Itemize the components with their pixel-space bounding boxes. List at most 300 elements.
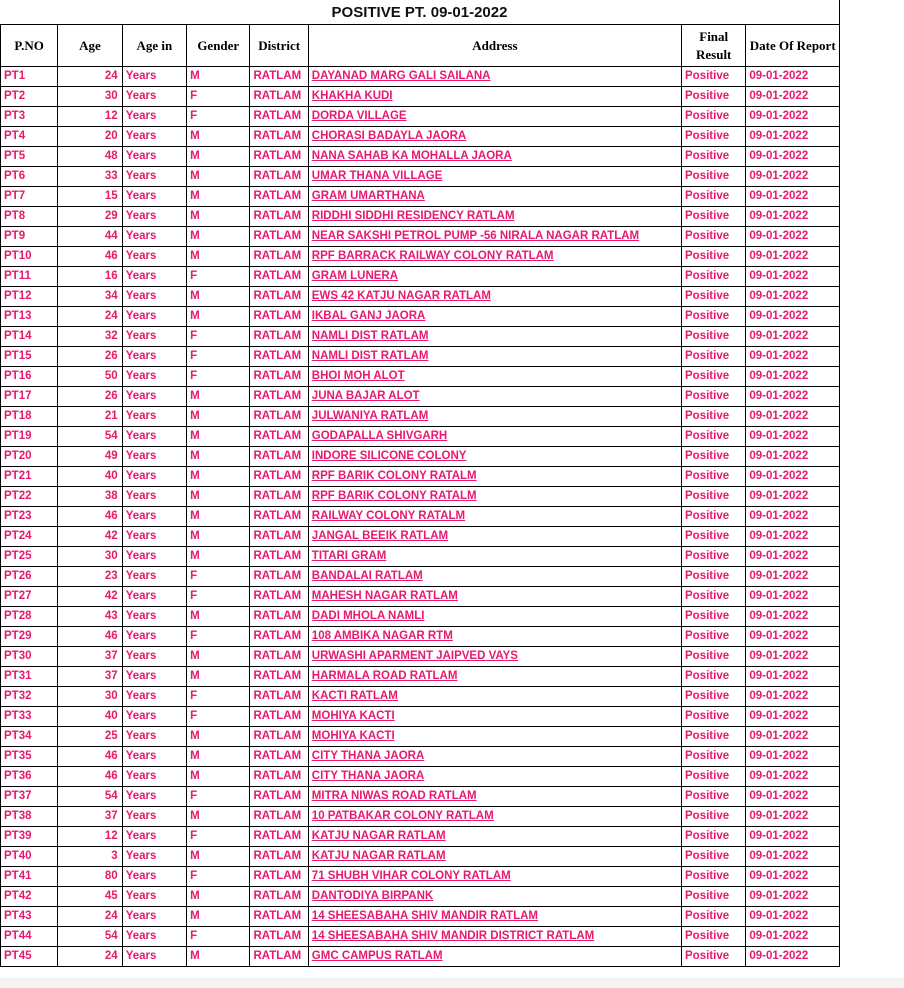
cell-age-unit: Years [122,327,186,347]
cell-address [308,527,681,547]
cell-address [308,727,681,747]
cell-final-result: Positive [682,907,746,927]
cell-district: RATLAM [250,567,308,587]
cell-age: 50 [58,367,122,387]
address-text: CITY THANA JAORA [311,750,425,762]
header-age-in: Age in [122,25,186,67]
cell-pno: PT28 [1,607,58,627]
cell-age-unit: Years [122,927,186,947]
cell-pno: PT26 [1,567,58,587]
cell-pno: PT1 [1,67,58,87]
cell-district: RATLAM [250,667,308,687]
cell-date-of-report: 09-01-2022 [746,67,840,87]
cell-district: RATLAM [250,127,308,147]
cell-final-result: Positive [682,307,746,327]
cell-date-of-report: 09-01-2022 [746,647,840,667]
address-text: INDORE SILICONE COLONY [311,450,467,462]
cell-district: RATLAM [250,347,308,367]
cell-pno: PT23 [1,507,58,527]
table-row [1,127,840,147]
cell-district: RATLAM [250,147,308,167]
header-address: Address [308,25,681,67]
cell-address [308,147,681,167]
table-row [1,407,840,427]
cell-final-result: Positive [682,107,746,127]
cell-district: RATLAM [250,947,308,967]
cell-age-unit: Years [122,847,186,867]
cell-age: 49 [58,447,122,467]
header-date-of-report: Date Of Report [746,25,840,67]
cell-address [308,827,681,847]
cell-gender: F [187,327,250,347]
table-row [1,847,840,867]
cell-gender: M [187,247,250,267]
cell-gender: M [187,307,250,327]
header-gender: Gender [187,25,250,67]
cell-pno: PT42 [1,887,58,907]
cell-district: RATLAM [250,907,308,927]
cell-gender: F [187,787,250,807]
cell-final-result: Positive [682,807,746,827]
cell-pno: PT9 [1,227,58,247]
table-row [1,147,840,167]
table-row [1,867,840,887]
cell-gender: M [187,147,250,167]
cell-date-of-report: 09-01-2022 [746,307,840,327]
cell-pno: PT2 [1,87,58,107]
cell-address [308,607,681,627]
cell-age: 23 [58,567,122,587]
cell-date-of-report: 09-01-2022 [746,187,840,207]
address-text: KHAKHA KUDI [311,90,393,102]
table-row [1,427,840,447]
cell-age-unit: Years [122,127,186,147]
cell-district: RATLAM [250,767,308,787]
table-row [1,827,840,847]
cell-gender: F [187,707,250,727]
table-row [1,907,840,927]
cell-gender: M [187,167,250,187]
cell-final-result: Positive [682,727,746,747]
address-text: TITARI GRAM [311,550,387,562]
cell-district: RATLAM [250,747,308,767]
cell-date-of-report: 09-01-2022 [746,607,840,627]
cell-age: 30 [58,547,122,567]
cell-date-of-report: 09-01-2022 [746,747,840,767]
cell-date-of-report: 09-01-2022 [746,547,840,567]
cell-final-result: Positive [682,507,746,527]
cell-gender: F [187,567,250,587]
cell-final-result: Positive [682,267,746,287]
cell-date-of-report: 09-01-2022 [746,447,840,467]
address-text: KACTI RATLAM [311,690,398,702]
cell-age-unit: Years [122,107,186,127]
cell-age-unit: Years [122,647,186,667]
cell-pno: PT32 [1,687,58,707]
cell-age-unit: Years [122,387,186,407]
cell-district: RATLAM [250,887,308,907]
cell-address [308,647,681,667]
cell-final-result: Positive [682,607,746,627]
cell-age: 3 [58,847,122,867]
table-row [1,487,840,507]
cell-district: RATLAM [250,927,308,947]
cell-final-result: Positive [682,587,746,607]
cell-pno: PT40 [1,847,58,867]
cell-address [308,227,681,247]
cell-gender: M [187,907,250,927]
table-row [1,87,840,107]
cell-gender: M [187,487,250,507]
cell-age-unit: Years [122,367,186,387]
cell-district: RATLAM [250,527,308,547]
cell-age: 30 [58,687,122,707]
cell-age: 26 [58,347,122,367]
address-text: 71 SHUBH VIHAR COLONY RATLAM [311,870,511,882]
address-text: GRAM LUNERA [311,270,399,282]
cell-age-unit: Years [122,887,186,907]
cell-address [308,787,681,807]
cell-address [308,247,681,267]
cell-age: 12 [58,827,122,847]
cell-gender: M [187,767,250,787]
cell-gender: M [187,387,250,407]
cell-address [308,667,681,687]
cell-age-unit: Years [122,167,186,187]
table-row [1,507,840,527]
cell-final-result: Positive [682,707,746,727]
address-text: DAYANAD MARG GALI SAILANA [311,70,491,82]
cell-final-result: Positive [682,207,746,227]
cell-final-result: Positive [682,247,746,267]
address-text: 14 SHEESABAHA SHIV MANDIR DISTRICT RATLAM [311,930,595,942]
cell-final-result: Positive [682,827,746,847]
address-text: 14 SHEESABAHA SHIV MANDIR RATLAM [311,910,538,922]
cell-district: RATLAM [250,867,308,887]
table-row [1,267,840,287]
cell-gender: M [187,747,250,767]
cell-date-of-report: 09-01-2022 [746,527,840,547]
cell-age-unit: Years [122,627,186,647]
cell-gender: M [187,287,250,307]
cell-final-result: Positive [682,187,746,207]
cell-age-unit: Years [122,567,186,587]
cell-age: 80 [58,867,122,887]
table-body [1,67,840,967]
cell-age-unit: Years [122,707,186,727]
table-row [1,727,840,747]
cell-age-unit: Years [122,247,186,267]
positive-cases-table [0,24,840,967]
cell-address [308,947,681,967]
cell-age: 42 [58,527,122,547]
cell-age: 45 [58,887,122,907]
cell-address [308,67,681,87]
cell-district: RATLAM [250,687,308,707]
cell-age-unit: Years [122,407,186,427]
table-row [1,247,840,267]
cell-age: 20 [58,127,122,147]
cell-age: 46 [58,627,122,647]
cell-pno: PT29 [1,627,58,647]
cell-final-result: Positive [682,647,746,667]
cell-age-unit: Years [122,527,186,547]
cell-age-unit: Years [122,667,186,687]
cell-date-of-report: 09-01-2022 [746,767,840,787]
address-text: NAMLI DIST RATLAM [311,350,429,362]
table-row [1,367,840,387]
cell-pno: PT16 [1,367,58,387]
table-row [1,587,840,607]
cell-pno: PT43 [1,907,58,927]
cell-address [308,547,681,567]
cell-age: 54 [58,787,122,807]
cell-pno: PT20 [1,447,58,467]
cell-pno: PT17 [1,387,58,407]
address-text: CITY THANA JAORA [311,770,425,782]
cell-age-unit: Years [122,907,186,927]
cell-final-result: Positive [682,147,746,167]
cell-gender: F [187,267,250,287]
cell-age: 33 [58,167,122,187]
cell-date-of-report: 09-01-2022 [746,667,840,687]
address-text: NAMLI DIST RATLAM [311,330,429,342]
cell-district: RATLAM [250,207,308,227]
cell-age: 37 [58,667,122,687]
cell-date-of-report: 09-01-2022 [746,127,840,147]
cell-age: 26 [58,387,122,407]
cell-pno: PT18 [1,407,58,427]
cell-final-result: Positive [682,87,746,107]
address-text: 10 PATBAKAR COLONY RATLAM [311,810,494,822]
cell-gender: M [187,947,250,967]
address-text: BHOI MOH ALOT [311,370,405,382]
cell-address [308,747,681,767]
cell-date-of-report: 09-01-2022 [746,287,840,307]
cell-age-unit: Years [122,287,186,307]
cell-age-unit: Years [122,767,186,787]
cell-address [308,327,681,347]
cell-date-of-report: 09-01-2022 [746,87,840,107]
cell-address [308,307,681,327]
cell-final-result: Positive [682,407,746,427]
cell-district: RATLAM [250,307,308,327]
table-row [1,67,840,87]
cell-gender: M [187,507,250,527]
cell-date-of-report: 09-01-2022 [746,367,840,387]
header-final-result: Final Result [682,25,746,67]
cell-date-of-report: 09-01-2022 [746,467,840,487]
cell-age: 46 [58,747,122,767]
cell-pno: PT37 [1,787,58,807]
cell-age: 46 [58,767,122,787]
cell-age-unit: Years [122,947,186,967]
cell-pno: PT4 [1,127,58,147]
cell-gender: M [187,547,250,567]
cell-gender: F [187,627,250,647]
cell-age: 37 [58,647,122,667]
cell-age: 24 [58,307,122,327]
cell-address [308,867,681,887]
cell-date-of-report: 09-01-2022 [746,927,840,947]
cell-address [308,407,681,427]
cell-age-unit: Years [122,607,186,627]
cell-district: RATLAM [250,727,308,747]
address-text: MOHIYA KACTI [311,710,395,722]
cell-age-unit: Years [122,87,186,107]
address-text: NANA SAHAB KA MOHALLA JAORA [311,150,512,162]
cell-date-of-report: 09-01-2022 [746,107,840,127]
cell-address [308,267,681,287]
cell-gender: M [187,407,250,427]
cell-address [308,127,681,147]
cell-gender: M [187,667,250,687]
cell-district: RATLAM [250,407,308,427]
cell-address [308,887,681,907]
address-text: DANTODIYA BIRPANK [311,890,434,902]
address-text: IKBAL GANJ JAORA [311,310,426,322]
header-district: District [250,25,308,67]
cell-gender: M [187,447,250,467]
cell-address [308,187,681,207]
table-row [1,667,840,687]
cell-district: RATLAM [250,847,308,867]
cell-final-result: Positive [682,887,746,907]
cell-district: RATLAM [250,67,308,87]
cell-date-of-report: 09-01-2022 [746,267,840,287]
cell-gender: M [187,227,250,247]
cell-age: 43 [58,607,122,627]
table-row [1,807,840,827]
cell-address [308,367,681,387]
cell-pno: PT21 [1,467,58,487]
address-text: UMAR THANA VILLAGE [311,170,443,182]
table-row [1,947,840,967]
sheet-bottom-margin [0,978,904,988]
cell-date-of-report: 09-01-2022 [746,807,840,827]
cell-age-unit: Years [122,727,186,747]
cell-district: RATLAM [250,227,308,247]
table-row [1,607,840,627]
cell-address [308,487,681,507]
cell-pno: PT22 [1,487,58,507]
table-row [1,347,840,367]
cell-district: RATLAM [250,287,308,307]
table-header [1,25,840,67]
cell-gender: M [187,207,250,227]
table-row [1,387,840,407]
cell-address [308,207,681,227]
cell-final-result: Positive [682,347,746,367]
cell-final-result: Positive [682,67,746,87]
table-row [1,887,840,907]
table-row [1,327,840,347]
cell-date-of-report: 09-01-2022 [746,247,840,267]
cell-pno: PT10 [1,247,58,267]
cell-date-of-report: 09-01-2022 [746,507,840,527]
address-text: JANGAL BEEIK RATLAM [311,530,449,542]
table-row [1,287,840,307]
cell-address [308,287,681,307]
cell-district: RATLAM [250,607,308,627]
cell-age-unit: Years [122,487,186,507]
cell-gender: F [187,87,250,107]
report-title: POSITIVE PT. 09-01-2022 [0,0,840,24]
cell-age-unit: Years [122,347,186,367]
cell-date-of-report: 09-01-2022 [746,207,840,227]
table-row [1,707,840,727]
address-text: HARMALA ROAD RATLAM [311,670,458,682]
cell-age: 46 [58,507,122,527]
cell-gender: M [187,647,250,667]
cell-pno: PT19 [1,427,58,447]
cell-gender: M [187,727,250,747]
table-row [1,107,840,127]
cell-address [308,927,681,947]
cell-age-unit: Years [122,467,186,487]
address-text: BANDALAI RATLAM [311,570,423,582]
cell-date-of-report: 09-01-2022 [746,387,840,407]
cell-age-unit: Years [122,187,186,207]
cell-age-unit: Years [122,267,186,287]
cell-date-of-report: 09-01-2022 [746,487,840,507]
cell-date-of-report: 09-01-2022 [746,427,840,447]
cell-address [308,167,681,187]
cell-age: 44 [58,227,122,247]
cell-age-unit: Years [122,827,186,847]
address-text: RPF BARIK COLONY RATALM [311,490,477,502]
cell-gender: F [187,587,250,607]
cell-pno: PT7 [1,187,58,207]
cell-district: RATLAM [250,187,308,207]
table-row [1,747,840,767]
cell-address [308,807,681,827]
address-text: JUNA BAJAR ALOT [311,390,420,402]
cell-pno: PT39 [1,827,58,847]
cell-final-result: Positive [682,447,746,467]
cell-pno: PT14 [1,327,58,347]
cell-age: 32 [58,327,122,347]
cell-age: 24 [58,947,122,967]
cell-final-result: Positive [682,947,746,967]
cell-date-of-report: 09-01-2022 [746,627,840,647]
cell-pno: PT3 [1,107,58,127]
cell-final-result: Positive [682,487,746,507]
table-row [1,307,840,327]
address-text: DORDA VILLAGE [311,110,407,122]
address-text: URWASHI APARMENT JAIPVED VAYS [311,650,518,662]
table-row [1,547,840,567]
cell-date-of-report: 09-01-2022 [746,687,840,707]
cell-pno: PT44 [1,927,58,947]
address-text: EWS 42 KATJU NAGAR RATLAM [311,290,491,302]
cell-date-of-report: 09-01-2022 [746,327,840,347]
table-row [1,767,840,787]
cell-district: RATLAM [250,827,308,847]
table-row [1,567,840,587]
cell-pno: PT25 [1,547,58,567]
cell-address [308,107,681,127]
cell-pno: PT33 [1,707,58,727]
cell-pno: PT11 [1,267,58,287]
cell-final-result: Positive [682,427,746,447]
cell-address [308,907,681,927]
cell-age-unit: Years [122,507,186,527]
address-text: CHORASI BADAYLA JAORA [311,130,467,142]
cell-age-unit: Years [122,147,186,167]
cell-gender: F [187,927,250,947]
cell-final-result: Positive [682,667,746,687]
